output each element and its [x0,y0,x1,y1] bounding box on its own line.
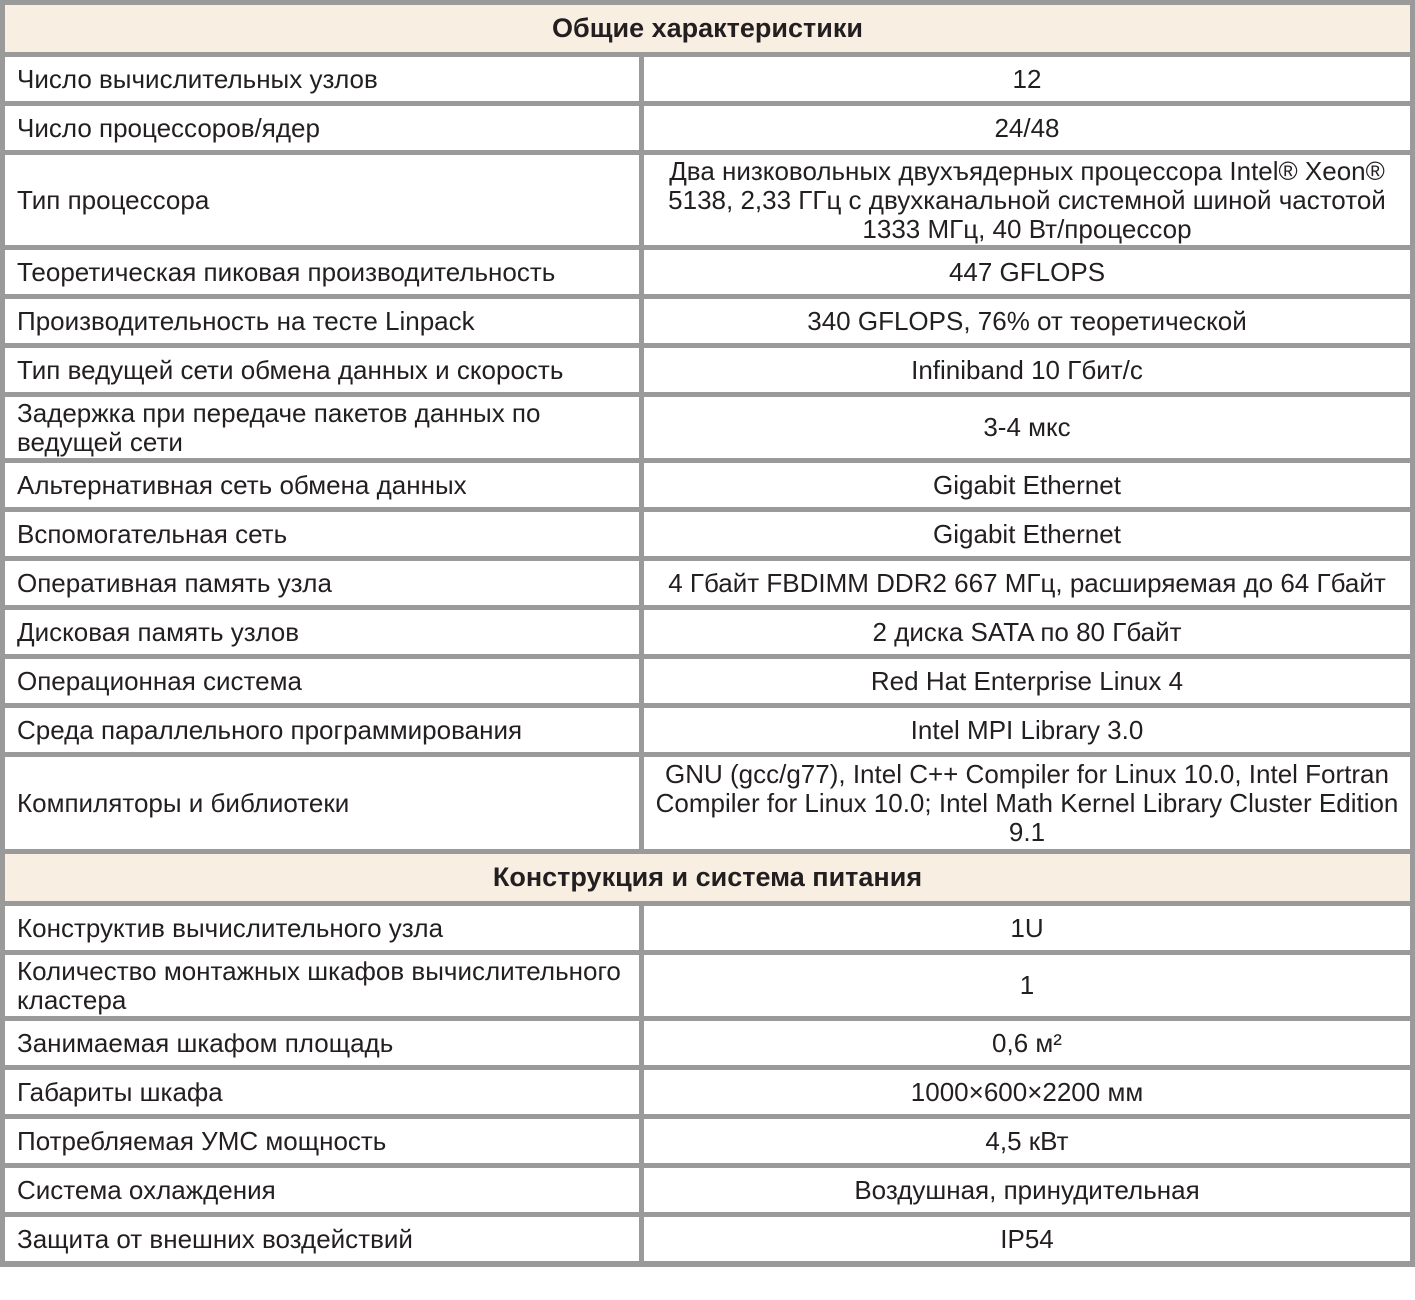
row-label: Компиляторы и библиотеки [5,757,639,849]
table-row [5,1168,1410,1212]
row-value: Gigabit Ethernet [644,463,1410,507]
table-row [5,1021,1410,1065]
row-value: 24/48 [644,106,1410,150]
table-row [5,1119,1410,1163]
row-value: 2 диска SATA по 80 Гбайт [644,610,1410,654]
row-label: Среда параллельного программирования [5,708,639,752]
row-value: Intel MPI Library 3.0 [644,708,1410,752]
section-header-construction [5,854,1410,901]
row-value: 12 [644,57,1410,101]
row-label: Альтернативная сеть обмена данных [5,463,639,507]
row-label: Защита от внешних воздействий [5,1217,639,1261]
table-row [5,397,1410,458]
row-value: 1U [644,906,1410,950]
row-value: 4 Гбайт FBDIMM DDR2 667 МГц, расширяемая до 64 Гбайт [644,561,1410,605]
row-value: Infiniband 10 Гбит/с [644,348,1410,392]
table-row [5,955,1410,1016]
table-row [5,659,1410,703]
row-label: Производительность на тесте Linpack [5,299,639,343]
table-row [5,561,1410,605]
table-row [5,463,1410,507]
row-label: Габариты шкафа [5,1070,639,1114]
row-value: Два низковольных двухъядерных процессора Intel® Xeon® 5138, 2,33 ГГц с двухканальной системной шиной частотой 1333 МГц, 40 Вт/процессор [644,155,1410,245]
table-row [5,1070,1410,1114]
table-row [5,299,1410,343]
row-value: Red Hat Enterprise Linux 4 [644,659,1410,703]
row-value: 3-4 мкс [644,397,1410,458]
row-label: Операционная система [5,659,639,703]
table-row [5,757,1410,849]
row-value: Воздушная, принудительная [644,1168,1410,1212]
row-label: Теоретическая пиковая производительность [5,250,639,294]
row-label: Тип ведущей сети обмена данных и скорость [5,348,639,392]
row-value: 0,6 м² [644,1021,1410,1065]
row-label: Задержка при передаче пакетов данных по ведущей сети [5,397,639,458]
row-value: Gigabit Ethernet [644,512,1410,556]
table-row [5,155,1410,245]
row-value: 447 GFLOPS [644,250,1410,294]
row-label: Число вычислительных узлов [5,57,639,101]
table-row [5,708,1410,752]
table-row [5,106,1410,150]
row-label: Оперативная память узла [5,561,639,605]
row-label: Число процессоров/ядер [5,106,639,150]
row-label: Вспомогательная сеть [5,512,639,556]
row-label: Дисковая память узлов [5,610,639,654]
row-label: Тип процессора [5,155,639,245]
table-row [5,250,1410,294]
table-row [5,57,1410,101]
row-value: GNU (gcc/g77), Intel C++ Compiler for Linux 10.0, Intel Fortran Compiler for Linux 10.0; Intel Math Kernel Library Cluster Edition 9.1 [644,757,1410,849]
section-title: Общие характеристики [552,13,863,43]
table-row [5,348,1410,392]
row-value: 340 GFLOPS, 76% от теоретической [644,299,1410,343]
row-label: Занимаемая шкафом площадь [5,1021,639,1065]
section-header-general [5,5,1410,52]
table-row [5,610,1410,654]
table-row [5,512,1410,556]
row-value: IP54 [644,1217,1410,1261]
row-label: Потребляемая УМС мощность [5,1119,639,1163]
row-label: Конструктив вычислительного узла [5,906,639,950]
section-title: Конструкция и система питания [492,862,923,892]
table-row [5,906,1410,950]
table-row [5,1217,1410,1261]
row-value: 1 [644,955,1410,1016]
row-label: Количество монтажных шкафов вычислительного кластера [5,955,639,1016]
row-value: 1000×600×2200 мм [644,1070,1410,1114]
row-value: 4,5 кВт [644,1119,1410,1163]
row-label: Система охлаждения [5,1168,639,1212]
